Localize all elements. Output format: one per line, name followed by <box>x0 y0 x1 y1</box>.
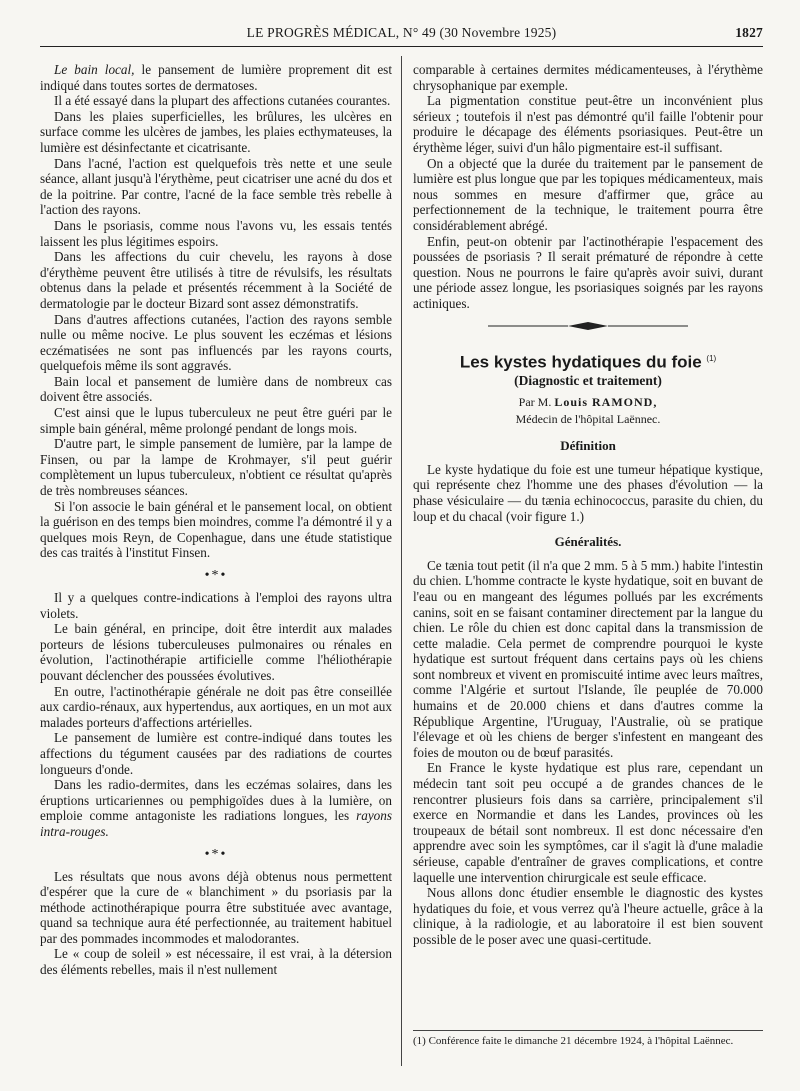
running-header <box>40 22 763 47</box>
column-divider <box>401 56 402 1066</box>
right-column <box>413 62 763 948</box>
paragraph: Le « coup de soleil » est nécessaire, il est vrai, à la détersion des éléments rebelles, mais il n'est nullement <box>40 946 392 978</box>
section-heading: Généralités. <box>554 534 622 550</box>
paragraph: Les résultats que nous avons déjà obtenus nous permettent d'espérer que la cure de « blanchiment » du psoriasis par la méthode actinothérapique pourra être substituée avec avantage, quand sa technique aura été perfectionnée, au traitement habituel par des pommades incommodes et malodorantes. <box>40 868 392 946</box>
author-affiliation: Médecin de l'hôpital Laënnec. <box>515 412 661 427</box>
paragraph: Bain local et pansement de lumière dans de nombreux cas doivent être associés. <box>40 373 392 405</box>
paragraph: Dans l'acné, l'action est quelquefois très nette et une seule séance, allant jusqu'à l'érythème, peut cicatriser une acné du dos et de la poitrine. Par contre, l'acné de la face semble très rebelle à l'action des rayons. <box>40 155 392 218</box>
paragraph <box>40 62 392 93</box>
section-separator: •*• <box>204 846 228 862</box>
paragraph: Dans le psoriasis, comme nous l'avons vu, les essais tentés laissent les plus légitimes espoirs. <box>40 217 392 249</box>
paragraph: Le kyste hydatique du foie est une tumeur hépatique kystique, qui représente chez l'homme une des phases d'évolution — la phase vésiculaire — du tænia echinococcus, parasite du chien, du loup et du chacal (voir figure 1.) <box>413 461 763 524</box>
article-subtitle: (Diagnostic et traitement) <box>514 373 662 389</box>
paragraph: Nous allons donc étudier ensemble le diagnostic des kystes hydatiques du foie, et vous verrez qu'à l'heure actuelle, grâce à la clinique, à la radiologie, et au laboratoire il est bien souvent possible de le poser avec une quasi-certitude. <box>413 885 763 947</box>
paragraph: Dans les affections du cuir chevelu, les rayons à dose d'érythème peuvent être utilisés à titre de révulsifs, les résultats obtenus dans la pelade et présentés récemment à la Société de dermatologie par le docteur Bizard sont assez démonstratifs. <box>40 249 392 311</box>
author-name: Louis RAMOND, <box>554 395 658 410</box>
paragraph: Le pansement de lumière est contre-indiqué dans toutes les affections du tégument causées par des radiations de courtes longueurs d'onde. <box>40 730 392 777</box>
paragraph: Si l'on associe le bain général et le pansement local, on obtient la guérison en des temps bien moindres, comme l'a démontré il y a quelques mois Reyn, de Copenhague, dans une étude statistique des cas traités à l'institut Finsen. <box>40 498 392 561</box>
paragraph <box>40 777 392 839</box>
paragraph: C'est ainsi que le lupus tuberculeux ne peut être guéri par le simple bain général, même prolongé pendant de longs mois. <box>40 405 392 436</box>
paragraph: Dans d'autres affections cutanées, l'action des rayons semble nulle ou même nocive. Le plus souvent les eczémas et lésions eczématisées ne sont pas influencés par les rayons courts, quelquefois même ils sont aggravés. <box>40 311 392 374</box>
article-title <box>413 348 763 373</box>
footnote: (1) Conférence faite le dimanche 21 décembre 1924, à l'hôpital Laënnec. <box>413 1030 763 1048</box>
paragraph: La pigmentation constitue peut-être un inconvénient plus sérieux ; toutefois il n'est pas démontré qu'il faille l'obtenir pour produire le décapage des éléments psoriasiques. Peut-être un érythème léger, suivi d'un hâlo pigmentaire est-il suffisant. <box>413 93 763 155</box>
paragraph: En France le kyste hydatique est plus rare, cependant un médecin tant soit peu occupé a de grandes chances de le rencontrer plusieurs fois dans sa carrière, principalement s'il exerce en Normandie et dans les Landes, provinces où les troupeaux de bétail sont nombreux. Il est donc nécessaire d'en apprendre avec soin les symptômes, car il s'agit là d'une maladie sérieuse, capable d'entraîner de graves complications, et contre laquelle une intervention chirurgicale est seule efficace. <box>413 760 763 885</box>
paragraph: On a objecté que la durée du traitement par le pansement de lumière est plus longue que par les topiques médicamenteux, mais nous sommes en mesure d'affirmer que, grâce au perfectionnement de la technique, le traitement pourra être considérablement abrégé. <box>413 155 763 233</box>
paragraph: comparable à certaines dermites médicamenteuses, à l'érythème chrysophanique par exemple. <box>413 62 763 93</box>
journal-title: LE PROGRÈS MÉDICAL, N° 49 (30 Novembre 1925) <box>246 25 557 40</box>
left-column <box>40 62 392 978</box>
paragraph: Il a été essayé dans la plupart des affections cutanées courantes. <box>54 93 391 109</box>
ornament-icon <box>488 320 688 332</box>
paragraph: Ce tænia tout petit (il n'a que 2 mm. 5 à 5 mm.) habite l'intestin du chien. L'homme contracte le kyste hydatique, soit en buvant de l'eau ou en mangeant des légumes pollués par les excréments canins, soit en se faisant contaminer directement par la langue du chien. Le rôle du chien est donc capital dans la transmission de cette maladie. Cela permet de comprendre pourquoi le kyste hydatique est surtout fréquent dans certains pays où les chiens sont nombreux et vivent en promiscuité intime avec leurs maîtres, comme l'Algérie et surtout l'Islande, île peuplée de 70.000 humains et de 20.000 chiens et dans d'autres comme la République Argentine, l'Uruguay, l'Australie, où se pratique l'élevage et où les chiens de berger s'infestent en mangeant des foies de mouton ou de bœuf parasités. <box>413 557 763 760</box>
paragraph-text: Dans les radio-dermites, dans les eczémas solaires, dans les éruptions urticariennes ou pemphigoïdes dues à la lumière, on emploie comme antagoniste les radiations longues, les <box>40 777 392 824</box>
paragraph: D'autre part, le simple pansement de lumière, par la lampe de Finsen, ou par la lampe de Krohmayer, s'il peut guérir complètement un lupus tuberculeux, n'obtient ce résultat qu'après de très nombreuses séances. <box>40 436 392 499</box>
paragraph: Le bain général, en principe, doit être interdit aux malades porteurs de lésions tuberculeuses pulmonaires ou rénales en évolution, l'actinothérapie artificielle comme l'héliothérapie pouvant déclencher des poussées évolutives. <box>40 621 392 683</box>
paragraph-text: le pansement de lumière proprement dit est indiqué dans toutes sortes de dermatoses. <box>40 62 392 93</box>
paragraph: Il y a quelques contre-indications à l'emploi des rayons ultra violets. <box>40 590 392 621</box>
section-separator: •*• <box>204 568 228 583</box>
section-heading: Définition <box>560 438 616 454</box>
emphasis: rayons intra-rouges. <box>40 808 392 839</box>
author-prefix: Par M. <box>518 395 552 410</box>
paragraph: En outre, l'actinothérapie générale ne doit pas être conseillée aux cardio-rénaux, aux hypertendus, aux aortiques, en un mot aux malades porteurs d'affections artérielles. <box>40 683 392 730</box>
paragraph: Dans les plaies superficielles, les brûlures, les ulcères en surface comme les ulcères de jambes, les plaies ecthymateuses, la lumière est désinfectante et cicatrisante. <box>40 108 392 155</box>
ornamental-rule <box>413 312 763 340</box>
article-title-text: Les kystes hydatiques du foie <box>459 352 702 372</box>
footnote-marker: (1) <box>706 353 717 363</box>
page-number: 1827 <box>735 25 763 40</box>
paragraph: Enfin, peut-on obtenir par l'actinothérapie l'espacement des poussées de psoriasis ? Il serait prématuré de répondre à cette question. Nous ne pourrons le faire qu'après avoir suivi, durant une période assez longue, les psoriasiques soignés par les rayons actiniques. <box>413 233 763 311</box>
lead-phrase: Le bain local, <box>54 62 135 77</box>
article-author <box>413 393 763 411</box>
